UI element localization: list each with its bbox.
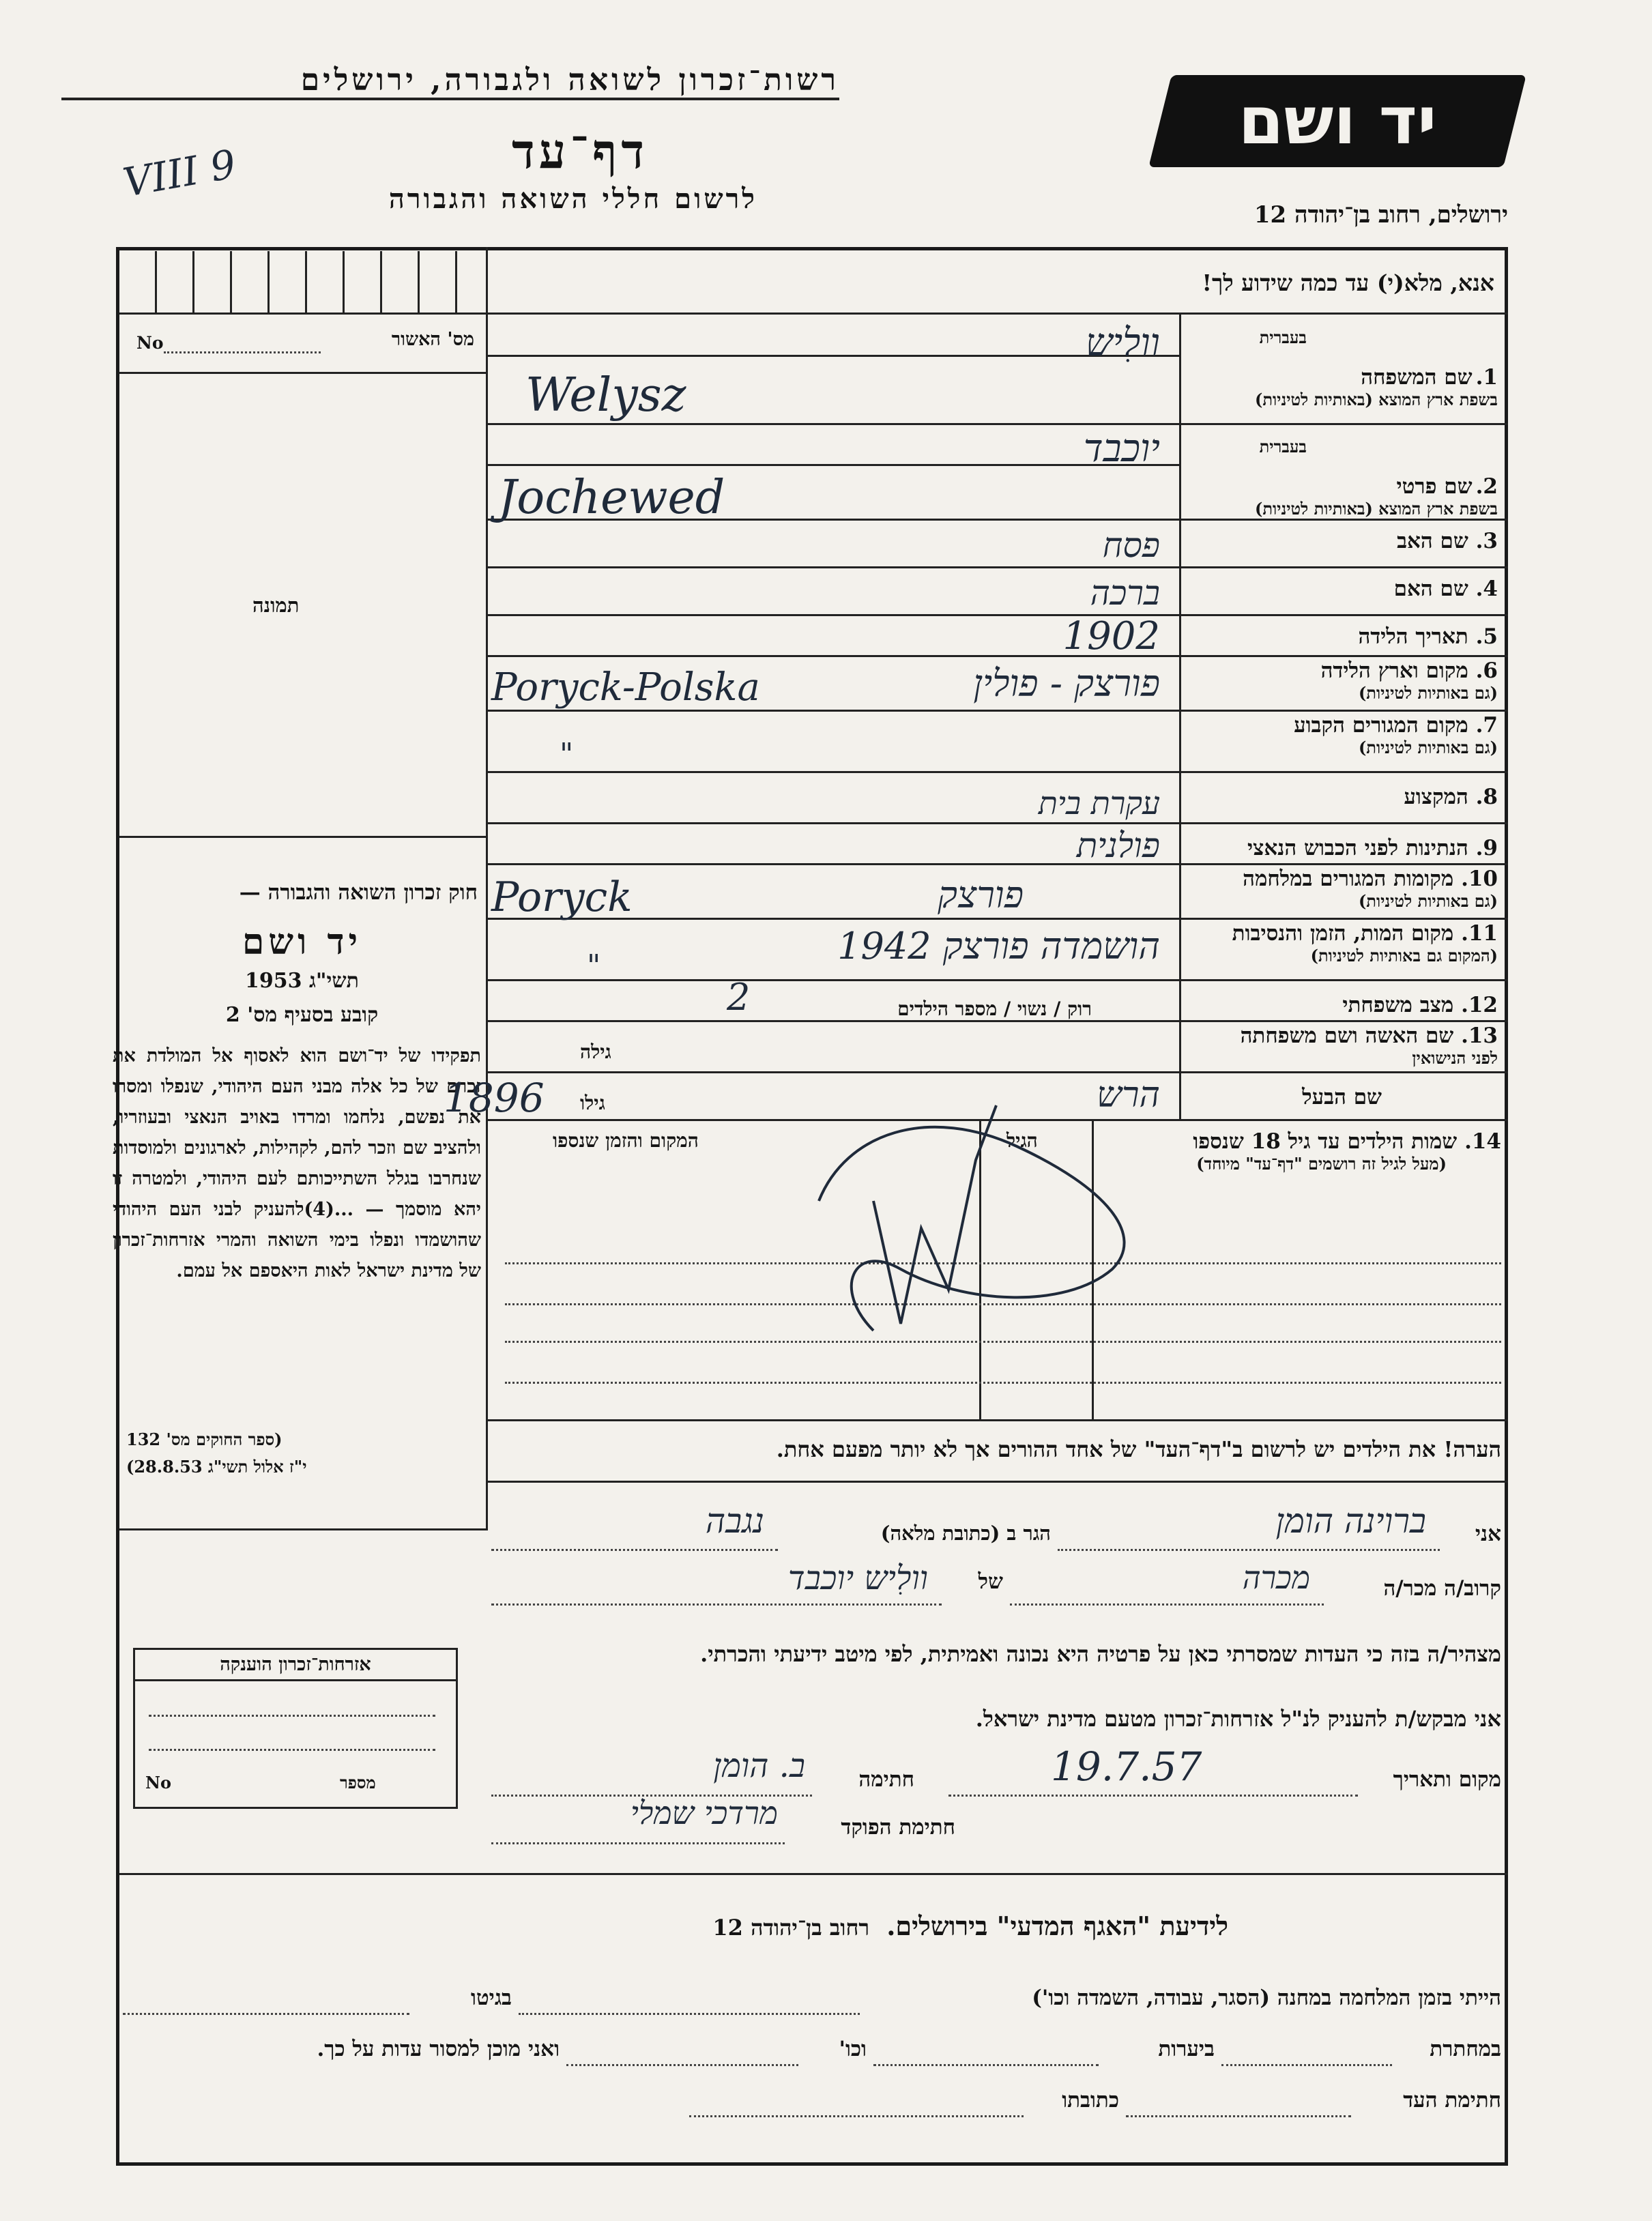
field-5-label: תאריך הלידה — [1358, 624, 1468, 649]
decl-i-value: ברוינה הומן — [1275, 1501, 1426, 1541]
husband-value: הרש — [1097, 1075, 1160, 1116]
field-4: 4. שם האם — [1393, 577, 1498, 601]
citizenship-number-label: מספר — [340, 1773, 376, 1792]
law-clause: קובע בסעיף מס' 2 — [225, 1003, 379, 1027]
field-7-sublabel: (גם באותיות לטיניות) — [1358, 738, 1498, 757]
field-6-label: מקום וארץ הלידה — [1320, 658, 1468, 683]
field-2-label: שם פרטי — [1396, 474, 1473, 499]
form-subtitle: לרשום חללי השואה והגבורה — [388, 183, 757, 215]
decl-lives-label: הגר ב (כתובת מלאה) — [880, 1522, 1051, 1545]
field-13-sublabel: לפני הנישואין — [1412, 1048, 1498, 1068]
bottom-line-2-a: במחתרת — [1430, 2037, 1501, 2061]
f3-value: פסח — [1102, 525, 1160, 565]
decl-request: אני מבקש/ת להעניק לנ"ל אזרחות־זכרון מטעם מדינת ישראל. — [975, 1706, 1501, 1732]
field-14-sublabel: (מעל לגיל זה רושמים "דף־עד" מיוחד) — [1196, 1154, 1447, 1174]
law-year: תשי"ג 1953 — [245, 969, 359, 993]
field-10: 10. מקומות המגורים במלחמה (גם באותיות לטיניות) — [1184, 867, 1498, 912]
top-note: אנא, מלא(י) עד כמה שידוע לך! — [1202, 270, 1494, 296]
field-1-sublabel: בשפת ארץ המוצא (באותיות לטיניות) — [1255, 390, 1498, 409]
husband-label: שם הבעל — [1302, 1085, 1382, 1109]
decl-relative-label: קרוב/ה מכר/ה — [1383, 1576, 1501, 1601]
field-2-sublabel: בשפת ארץ המוצא (באותיות לטיניות) — [1255, 499, 1498, 519]
form-title: דף־עד — [511, 123, 648, 179]
field-14-label: שמות הילדים עד גיל 18 שנספו — [1193, 1129, 1458, 1154]
field-2 — [1184, 437, 1498, 519]
field-1-hebrew-tag: בעברית — [1259, 328, 1307, 347]
law-ref-1: (ספר החוקים מס' 132 — [126, 1429, 282, 1449]
field-10-sublabel: (גם באותיות לטיניות) — [1358, 891, 1498, 911]
field-9: 9. הנתינות לפני הכבוש הנאצי — [1247, 836, 1498, 860]
field-3: 3. שם האב — [1397, 529, 1498, 553]
field-3-label: שם האב — [1397, 529, 1468, 553]
decl-officer-label: חתימת הפוקד — [841, 1815, 955, 1840]
field-1-number: 1. — [1475, 365, 1498, 390]
f10-value-latin: Poryck — [491, 873, 633, 921]
f9-value: פולנית — [1076, 826, 1160, 865]
field-13: 13. שם האשה ושם משפחתה לפני הנישואין — [1184, 1024, 1498, 1069]
bottom-line-1: הייתי בזמן המלחמה במחנה (הסגר, עבודה, השמדה וכו') — [1032, 1986, 1501, 2010]
f2-value-latin: Jochewed — [498, 471, 725, 525]
field-4-label: שם האם — [1393, 577, 1468, 601]
f10-value-hebrew: פורצק — [938, 873, 1024, 916]
citizenship-box — [133, 1648, 458, 1809]
bottom-line-1-end: בגיטו — [471, 1986, 512, 2010]
field-9-label: הנתינות לפני הכבוש הנאצי — [1247, 836, 1468, 860]
bottom-line-3-a: חתימת העד — [1403, 2088, 1501, 2113]
f1-value-hebrew: וולִיש — [1085, 321, 1160, 365]
decl-of-label: של — [978, 1569, 1003, 1594]
field-10-label: מקומות המגורים במלחמה — [1243, 867, 1454, 891]
f1-value-latin: Welysz — [525, 368, 686, 422]
field-2-hebrew-tag: בעברית — [1259, 437, 1307, 456]
f7-value: " — [560, 737, 574, 772]
decl-of-value: וולִיש יוכבד — [787, 1559, 928, 1597]
header-address: ירושלים, רחוב בן־יהודה 12 — [1254, 201, 1508, 229]
field-11: 11. מקום המות, הזמן והנסיבות (המקום גם באותיות לטיניות) — [1184, 921, 1498, 966]
f2-value-hebrew: יוכבד — [1083, 426, 1160, 471]
decl-signature-value: ב. הומן — [713, 1747, 805, 1785]
field-1 — [1184, 328, 1498, 410]
field-1-label: שם המשפחה — [1361, 365, 1473, 390]
bottom-address: רחוב בן־יהודה 12 — [712, 1915, 870, 1941]
remark: הערה! את הילדים יש לרשום ב"דף־העד" של אחד ההורים אך לא יותר מפעם אחת. — [776, 1436, 1501, 1462]
decl-lives-value: נגבה — [705, 1501, 764, 1541]
decl-place-date-value: 19.7.57 — [1051, 1743, 1202, 1790]
bottom-line-2-d: ואני מוכן למסור עדות על כך. — [317, 2037, 560, 2061]
approval-stamp-boxes — [119, 251, 486, 315]
law-text: תפקידו של יד־ושם הוא לאסוף אל המולדת את זכרם של כל אלה מבני העם היהודי, שנפלו ומסרו את נפשם, נלחמו ומרדו באויב הנאצי ובעוזריו, ולהציב שם וזכר להם, לקהילות, לארגונים ולמוסדות שנחרבו בגלל השתייכותם לעם היהודי, ולמטרה זו יהא מוסמך — ...(4)להעניק לבני העם היהודי שהושמדו ונפלו בימי השואה והמרי אזרחות־זכרון של מדינת ישראל לאות היאספם אל עמם. — [113, 1045, 481, 1281]
decl-relative-value: מכרה — [1242, 1559, 1310, 1596]
field-2-number: 2. — [1475, 474, 1498, 499]
field-8: 8. המקצוע — [1404, 785, 1498, 809]
field-6-sublabel: (גם באותיות לטיניות) — [1358, 683, 1498, 703]
field-5: 5. תאריך הלידה — [1358, 624, 1498, 649]
bottom-line-3-b: כתובתו — [1062, 2088, 1119, 2113]
institution-name: רשות־זכרון לשואה ולגבורה, ירושלים — [61, 63, 839, 100]
decl-officer-value: מרדכי שמלי — [630, 1795, 778, 1831]
approval-label: מס' האשור — [391, 329, 474, 350]
field-12-options: רוק / נשוי / מספר הילדים — [897, 998, 1092, 1020]
f6-value-latin: Poryck-Polska — [491, 665, 760, 710]
decl-signature-label: חתימה — [858, 1767, 914, 1792]
law-title: חוק זכרון השואה והגבורה — — [239, 880, 478, 905]
bottom-line-2-b: ביערות — [1158, 2037, 1215, 2061]
cross-out-scribble — [792, 1064, 1174, 1351]
field-12-label: מצב משפחתי — [1342, 993, 1454, 1017]
yad-vashem-logo — [1148, 75, 1526, 167]
field-14-age-header: הגיל — [1006, 1129, 1038, 1152]
f5-value: 1902 — [1062, 614, 1160, 658]
field-12: 12. מצב משפחתי — [1342, 993, 1498, 1017]
photo-label: תמונה — [252, 594, 300, 617]
field-11-label: מקום המות, הזמן והנסיבות — [1232, 921, 1454, 946]
decl-i-label: אני — [1475, 1522, 1501, 1546]
field-11-sublabel: (המקום גם באותיות לטיניות) — [1310, 946, 1498, 966]
field-7-label: מקום המגורים הקבוע — [1294, 713, 1468, 738]
logo-text: יד ושם — [1238, 83, 1437, 159]
field-7: 7. מקום המגורים הקבוע (גם באותיות לטיניות) — [1184, 713, 1498, 758]
f4-value: ברכה — [1090, 573, 1160, 613]
field-13-age-label: גילה — [580, 1041, 611, 1063]
law-ref-2: י"ז אלול תשי"ג 28.8.53) — [126, 1457, 307, 1477]
bottom-title-text: לידיעת "האגף המדעי" בירושלים. — [886, 1911, 1228, 1941]
bottom-title — [341, 1911, 1228, 1942]
field-14: 14. שמות הילדים עד גיל 18 שנספו (מעל לגיל זה רושמים "דף־עד" מיוחד) — [1099, 1129, 1501, 1174]
field-13-label: שם האשה ושם משפחתה — [1240, 1024, 1454, 1048]
f8-value: עקרת בית — [1038, 785, 1160, 822]
field-14-place-header: המקום והזמן שנספו — [553, 1129, 699, 1152]
bottom-line-2-c: וכו' — [839, 2037, 867, 2061]
decl-statement: מצהיר/ה בזה כי העדות שמסרתי כאן על פרטיה היא נכונה ואמיתית, לפי מיטב ידיעתי והכרתי. — [700, 1641, 1501, 1667]
citizenship-box-title: אזרחות־זכרון הוענקה — [135, 1650, 456, 1681]
f12-value: 2 — [727, 976, 751, 1019]
f11-value: הושמדה פורצק 1942 — [837, 925, 1160, 968]
field-6: 6. מקום וארץ הלידה (גם באותיות לטיניות) — [1184, 658, 1498, 703]
law-name: יד ושם — [242, 921, 362, 963]
citizenship-no: No — [145, 1773, 171, 1792]
approval-number-symbol: No — [136, 333, 164, 353]
f11-ditto: " — [587, 948, 601, 983]
archive-mark: VIII 9 — [119, 141, 240, 206]
decl-place-date-label: מקום ותאריך — [1393, 1767, 1501, 1792]
field-8-label: המקצוע — [1404, 785, 1468, 809]
husband-age-label: גילו — [580, 1092, 605, 1114]
f6-value-hebrew: פורצק - פולין — [973, 662, 1160, 705]
husband-age: 1896 — [444, 1075, 545, 1121]
